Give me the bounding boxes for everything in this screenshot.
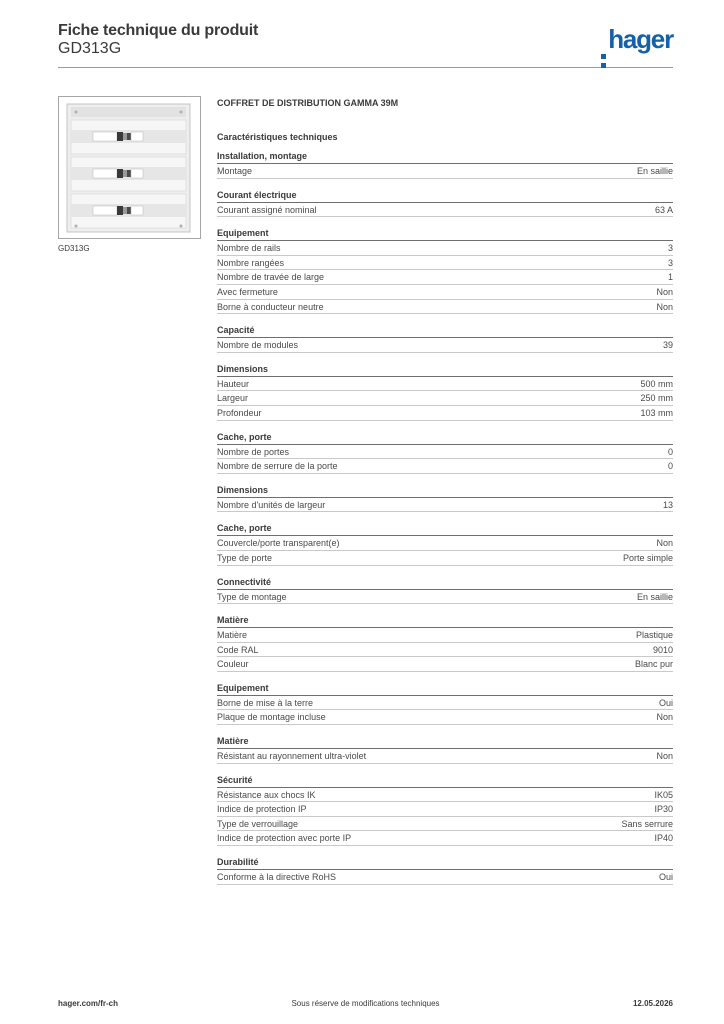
spec-row: [217, 551, 673, 566]
section-title: Caractéristiques techniques: [217, 132, 338, 142]
spec-group: [217, 227, 673, 314]
spec-row: [217, 710, 673, 725]
spec-row: [217, 802, 673, 817]
spec-value: Non: [656, 538, 673, 549]
spec-label: Nombre de serrure de la porte: [217, 461, 338, 472]
spec-row: [217, 643, 673, 658]
spec-group-title: Capacité: [217, 325, 255, 336]
spec-row: [217, 870, 673, 885]
spec-label: Nombre de modules: [217, 340, 299, 351]
spec-label: Avec fermeture: [217, 286, 278, 297]
spec-group: [217, 774, 673, 846]
spec-value: IK05: [654, 789, 673, 800]
spec-group: [217, 735, 673, 764]
spec-rows: [217, 748, 673, 764]
spec-row: [217, 203, 673, 218]
spec-label: Nombre de portes: [217, 446, 290, 457]
spec-value: Non: [656, 301, 673, 312]
spec-value: Porte simple: [622, 552, 673, 563]
spec-group-title: Dimensions: [217, 484, 269, 495]
spec-row: [217, 256, 673, 271]
spec-label: Nombre de rails: [217, 243, 281, 254]
spec-value: 250 mm: [640, 393, 673, 404]
spec-rows: [217, 202, 673, 218]
spec-value: Sans serrure: [621, 818, 673, 829]
spec-group-title: Courant électrique: [217, 189, 297, 200]
spec-label: Montage: [217, 166, 253, 176]
spec-value: IP40: [654, 833, 673, 844]
spec-group: [217, 682, 673, 725]
spec-group-title: Installation, montage: [217, 151, 308, 161]
spec-label: Résistant au rayonnement ultra-violet: [217, 751, 367, 762]
spec-group: [217, 431, 673, 474]
spec-group: [217, 522, 673, 565]
spec-row: [217, 459, 673, 474]
spec-label: Profondeur: [217, 407, 262, 418]
spec-row: [217, 241, 673, 256]
spec-label: Code RAL: [217, 644, 259, 655]
document-title: Fiche technique du produit: [58, 22, 259, 39]
product-reference: GD313G: [58, 40, 122, 57]
spec-row: [217, 338, 673, 353]
spec-label: Nombre de travée de large: [217, 272, 325, 283]
spec-group-title: Durabilité: [217, 857, 259, 868]
spec-value: 39: [662, 340, 673, 351]
spec-row: [217, 657, 673, 672]
spec-rows: [217, 787, 673, 846]
spec-row: [217, 406, 673, 421]
spec-label: Couvercle/porte transparent(e): [217, 538, 340, 549]
spec-value: Oui: [658, 872, 673, 883]
spec-label: Type de porte: [217, 552, 273, 563]
product-image-caption: GD313G: [58, 244, 90, 253]
spec-group-title: Matière: [217, 736, 249, 747]
spec-rows: [217, 163, 673, 179]
spec-row: [217, 749, 673, 764]
spec-value: 0: [667, 446, 673, 457]
spec-value: En saillie: [636, 591, 673, 602]
spec-label: Type de montage: [217, 591, 287, 602]
spec-label: Type de verrouillage: [217, 818, 299, 829]
spec-group: [217, 150, 673, 179]
spec-rows: [217, 376, 673, 421]
spec-label: Plaque de montage incluse: [217, 712, 326, 723]
characteristics-list: [217, 150, 673, 885]
spec-row: [217, 270, 673, 285]
footer-note: Sous réserve de modifications techniques: [291, 999, 440, 1008]
spec-row: [217, 817, 673, 832]
spec-row: [217, 536, 673, 551]
spec-group-title: Connectivité: [217, 576, 272, 587]
spec-value: Non: [656, 286, 673, 297]
spec-group-title: Cache, porte: [217, 431, 272, 442]
page-footer: [58, 999, 673, 1011]
spec-rows: [217, 444, 673, 474]
spec-group: [217, 576, 673, 605]
spec-value: 3: [667, 243, 673, 254]
spec-group-title: Sécurité: [217, 774, 253, 785]
spec-rows: [217, 695, 673, 725]
logo-text: hager: [608, 24, 673, 54]
spec-value: Non: [656, 751, 673, 762]
spec-rows: [217, 337, 673, 353]
spec-value: Oui: [658, 697, 673, 708]
spec-label: Matière: [217, 630, 248, 641]
spec-value: 13: [662, 499, 673, 510]
spec-row: [217, 300, 673, 315]
spec-row: [217, 445, 673, 460]
spec-rows: [217, 627, 673, 672]
spec-label: Couleur: [217, 659, 249, 670]
spec-row: [217, 391, 673, 406]
spec-group-title: Matière: [217, 615, 249, 626]
spec-value: 500 mm: [640, 378, 673, 389]
spec-value: 1: [667, 272, 673, 283]
spec-group: [217, 363, 673, 421]
spec-group: [217, 324, 673, 353]
footer-date: 12.05.2026: [632, 999, 673, 1008]
hager-logo: [601, 24, 673, 54]
spec-row: [217, 590, 673, 605]
spec-label: Indice de protection IP: [217, 804, 307, 815]
spec-value: 0: [667, 461, 673, 472]
spec-group: [217, 484, 673, 513]
spec-value: En saillie: [636, 166, 673, 176]
spec-row: [217, 696, 673, 711]
distribution-box-image: [66, 103, 191, 233]
spec-value: 103 mm: [640, 407, 673, 418]
spec-row: [217, 285, 673, 300]
spec-value: 9010: [652, 644, 673, 655]
spec-rows: [217, 497, 673, 513]
spec-label: Borne à conducteur neutre: [217, 301, 324, 312]
spec-label: Courant assigné nominal: [217, 204, 317, 215]
spec-value: Non: [656, 712, 673, 723]
page-header: [58, 20, 673, 68]
spec-label: Largeur: [217, 393, 249, 404]
spec-value: Blanc pur: [634, 659, 673, 670]
spec-label: Nombre rangées: [217, 257, 285, 268]
spec-group: [217, 614, 673, 672]
spec-row: [217, 628, 673, 643]
product-name: COFFRET DE DISTRIBUTION GAMMA 39M: [217, 98, 399, 108]
spec-label: Hauteur: [217, 378, 250, 389]
spec-group: [217, 189, 673, 218]
spec-row: [217, 831, 673, 846]
product-image-frame: [58, 96, 201, 239]
spec-value: 63 A: [654, 204, 673, 215]
spec-row: [217, 164, 673, 179]
spec-label: Conforme à la directive RoHS: [217, 872, 337, 883]
spec-label: Indice de protection avec porte IP: [217, 833, 352, 844]
spec-label: Nombre d'unités de largeur: [217, 499, 326, 510]
spec-group-title: Equipement: [217, 682, 269, 693]
technical-data-column: [217, 96, 673, 895]
spec-group-title: Cache, porte: [217, 523, 272, 534]
spec-row: [217, 788, 673, 803]
spec-rows: [217, 869, 673, 885]
spec-group-title: Dimensions: [217, 363, 269, 374]
spec-value: 3: [667, 257, 673, 268]
spec-label: Résistance aux chocs IK: [217, 789, 316, 800]
spec-value: IP30: [654, 804, 673, 815]
footer-website: hager.com/fr-ch: [58, 999, 119, 1008]
spec-group-title: Equipement: [217, 228, 269, 239]
spec-rows: [217, 589, 673, 605]
spec-label: Borne de mise à la terre: [217, 697, 314, 708]
spec-row: [217, 498, 673, 513]
spec-row: [217, 377, 673, 392]
spec-rows: [217, 535, 673, 565]
spec-group: [217, 856, 673, 885]
spec-value: Plastique: [635, 630, 673, 641]
spec-rows: [217, 240, 673, 314]
